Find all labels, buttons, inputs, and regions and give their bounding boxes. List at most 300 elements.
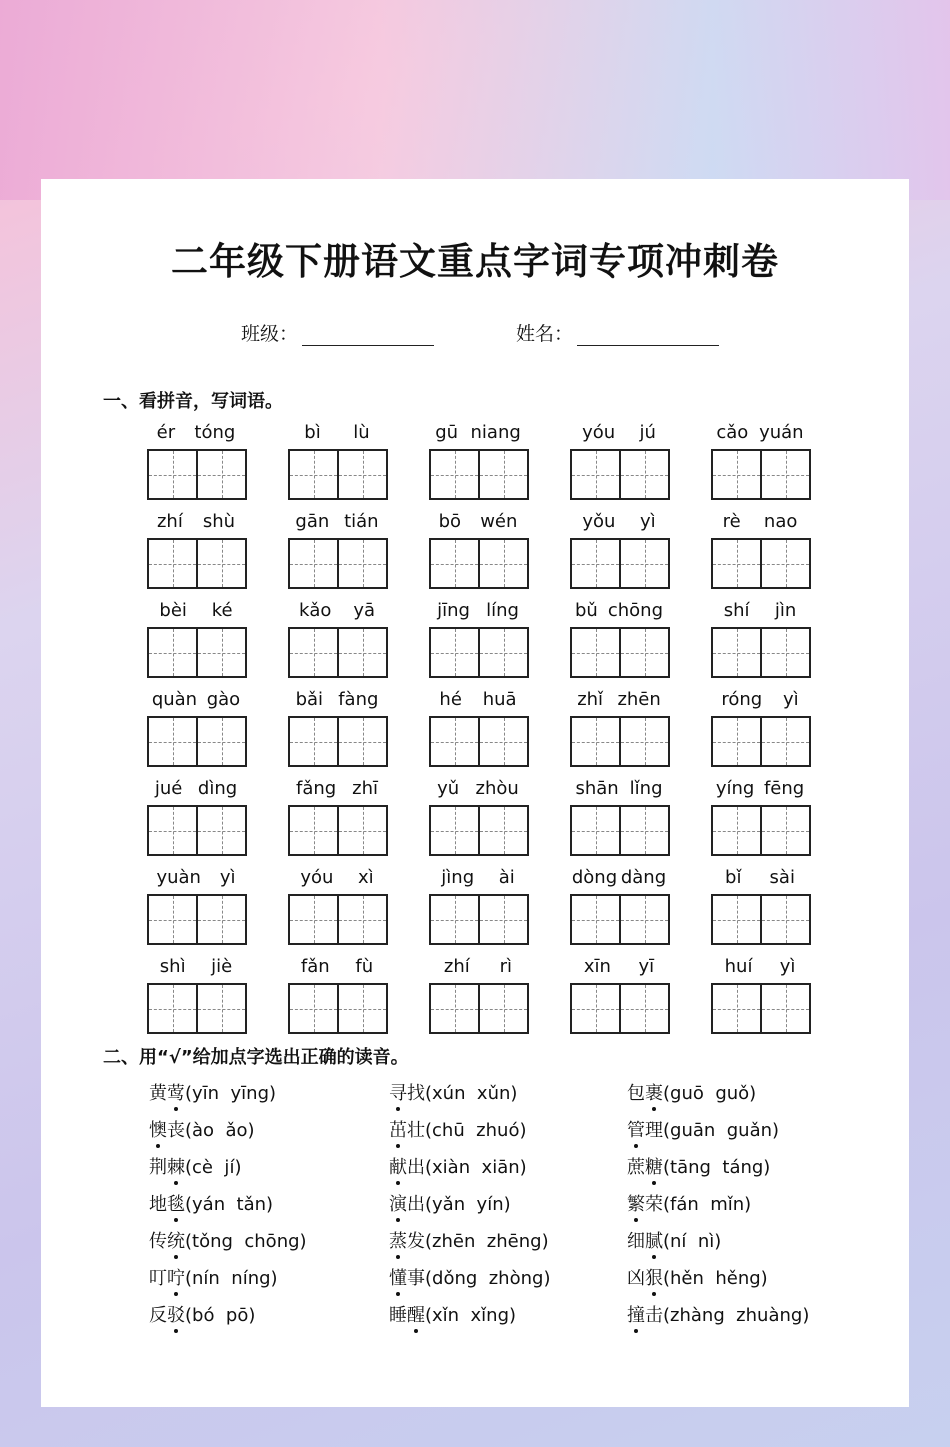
pinyin-syllable: yī (638, 956, 655, 977)
pinyin-syllable: shí (723, 600, 750, 621)
writing-boxes (288, 627, 388, 678)
pinyin-options: (ní nì) (663, 1231, 722, 1252)
pinyin (570, 956, 668, 980)
pinyin-syllable: cǎo (716, 422, 749, 443)
word-char: 找 (407, 1083, 425, 1104)
pinyin-syllable: bǐ (725, 867, 742, 888)
pinyin-syllable: fù (355, 956, 374, 977)
pinyin (570, 511, 668, 535)
pinyin-syllable: xì (358, 867, 374, 888)
word-char: 统 (167, 1227, 185, 1253)
word-char: 蔗 (627, 1157, 645, 1178)
reading-choice-item[interactable] (627, 1079, 756, 1105)
pinyin-options: (tāng táng) (663, 1157, 771, 1178)
page-title: 二年级下册语文重点字词专项冲刺卷 (171, 240, 779, 283)
tian-zi-box[interactable] (337, 807, 386, 854)
pinyin-options: (ào ǎo) (185, 1120, 255, 1141)
writing-boxes (429, 627, 529, 678)
tian-zi-box[interactable] (431, 985, 478, 1032)
word-char: 寻 (389, 1079, 407, 1105)
pinyin-syllable: yuán (759, 422, 804, 443)
pinyin-syllable: bǎi (295, 689, 324, 710)
pinyin-syllable: shù (202, 511, 236, 532)
word-char: 蒸 (389, 1227, 407, 1253)
writing-boxes (570, 716, 670, 767)
pinyin-syllable: lǐng (629, 778, 663, 799)
word-char: 莺 (167, 1079, 185, 1105)
pinyin (147, 689, 245, 713)
pinyin-options: (xiàn xiān) (425, 1157, 527, 1178)
writing-boxes (429, 894, 529, 945)
writing-boxes (711, 449, 811, 500)
pinyin-syllable: ér (156, 422, 176, 443)
word-char: 茁 (389, 1116, 407, 1142)
tian-zi-box[interactable] (619, 629, 668, 676)
tian-zi-box[interactable] (478, 718, 527, 765)
tian-zi-box[interactable] (713, 540, 760, 587)
tian-zi-box[interactable] (572, 718, 619, 765)
writing-boxes (288, 894, 388, 945)
pinyin-syllable: chōng (607, 600, 663, 621)
tian-zi-box[interactable] (478, 451, 527, 498)
word-char: 反 (149, 1305, 167, 1326)
pinyin-syllable: jú (639, 422, 656, 443)
writing-boxes (288, 538, 388, 589)
tian-zi-box[interactable] (431, 718, 478, 765)
pinyin-syllable: fàng (338, 689, 379, 710)
pinyin-syllable: dàng (620, 867, 667, 888)
writing-boxes (147, 538, 247, 589)
word-char: 繁 (627, 1190, 645, 1216)
reading-choice-item[interactable] (149, 1227, 307, 1253)
name-field (516, 319, 719, 346)
writing-boxes (570, 449, 670, 500)
reading-choice-item[interactable] (389, 1153, 527, 1179)
reading-choice-item[interactable] (149, 1153, 241, 1179)
pinyin-syllable: shān (575, 778, 619, 799)
reading-choice-item[interactable] (627, 1227, 721, 1253)
word-char: 地 (149, 1194, 167, 1215)
tian-zi-box[interactable] (290, 540, 337, 587)
word-char: 凶 (627, 1268, 645, 1289)
tian-zi-box[interactable] (149, 718, 196, 765)
pinyin (288, 689, 386, 713)
tian-zi-box[interactable] (196, 629, 245, 676)
tian-zi-box[interactable] (431, 629, 478, 676)
reading-choice-item[interactable] (627, 1264, 768, 1290)
writing-boxes (711, 983, 811, 1034)
pinyin (429, 689, 527, 713)
tian-zi-box[interactable] (431, 896, 478, 943)
reading-choice-item[interactable] (627, 1190, 751, 1216)
writing-boxes (570, 538, 670, 589)
pinyin-options: (yán tǎn) (185, 1194, 274, 1215)
writing-boxes (147, 449, 247, 500)
pinyin-syllable: yíng (715, 778, 755, 799)
pinyin-syllable: shì (159, 956, 186, 977)
word-char: 糖 (645, 1153, 663, 1179)
pinyin-syllable: lù (353, 422, 370, 443)
tian-zi-box[interactable] (619, 451, 668, 498)
writing-boxes (570, 983, 670, 1034)
pinyin-syllable: yuàn (156, 867, 201, 888)
pinyin (288, 778, 386, 802)
writing-boxes (429, 983, 529, 1034)
writing-boxes (429, 805, 529, 856)
pinyin-syllable: dìng (197, 778, 238, 799)
tian-zi-box[interactable] (760, 896, 809, 943)
tian-zi-box[interactable] (431, 807, 478, 854)
writing-boxes (570, 894, 670, 945)
word-char: 驳 (167, 1301, 185, 1327)
pinyin-options: (zhēn zhēng) (425, 1231, 549, 1252)
word-char: 荆 (149, 1157, 167, 1178)
pinyin-syllable: yì (782, 689, 799, 710)
pinyin (429, 511, 527, 535)
word-char: 狠 (645, 1264, 663, 1290)
tian-zi-box[interactable] (760, 629, 809, 676)
word-char: 理 (645, 1120, 663, 1141)
tian-zi-box[interactable] (337, 896, 386, 943)
pinyin-syllable: jīng (437, 600, 470, 621)
pinyin-syllable: zhòu (475, 778, 519, 799)
pinyin (429, 956, 527, 980)
pinyin-options: (fán mǐn) (663, 1194, 752, 1215)
pinyin-syllable: quàn (151, 689, 198, 710)
reading-choice-item[interactable] (627, 1153, 770, 1179)
writing-boxes (288, 805, 388, 856)
pinyin (288, 422, 386, 446)
pinyin (711, 600, 809, 624)
tian-zi-box[interactable] (760, 985, 809, 1032)
pinyin-syllable: gān (295, 511, 330, 532)
pinyin-options: (nín níng) (185, 1268, 278, 1289)
reading-choice-item[interactable] (389, 1079, 517, 1105)
pinyin-syllable: zhí (443, 956, 470, 977)
name-input-line[interactable] (577, 325, 719, 346)
writing-boxes (147, 805, 247, 856)
pinyin-syllable: sài (769, 867, 795, 888)
word-char: 包 (627, 1083, 645, 1104)
tian-zi-box[interactable] (572, 985, 619, 1032)
word-char: 丧 (167, 1120, 185, 1141)
pinyin (570, 778, 668, 802)
pinyin (288, 600, 386, 624)
writing-boxes (429, 716, 529, 767)
pinyin-syllable: yóu (582, 422, 616, 443)
pinyin (147, 422, 245, 446)
word-char: 击 (645, 1305, 663, 1326)
tian-zi-box[interactable] (619, 807, 668, 854)
pinyin-syllable: yì (219, 867, 236, 888)
writing-boxes (288, 716, 388, 767)
pinyin-options: (hěn hěng) (663, 1268, 768, 1289)
pinyin-syllable: bèi (159, 600, 187, 621)
pinyin-syllable: jìn (774, 600, 797, 621)
writing-boxes (711, 716, 811, 767)
word-char: 睡 (389, 1305, 407, 1326)
pinyin-syllable: fǎng (295, 778, 337, 799)
pinyin-syllable: nao (763, 511, 798, 532)
pinyin (147, 956, 245, 980)
pinyin-options: (xún xǔn) (425, 1083, 518, 1104)
pinyin-syllable: yì (640, 511, 656, 532)
tian-zi-box[interactable] (572, 451, 619, 498)
pinyin-syllable: bǔ (575, 600, 598, 621)
writing-boxes (147, 716, 247, 767)
pinyin-syllable: xīn (583, 956, 611, 977)
pinyin-syllable: kǎo (298, 600, 332, 621)
writing-boxes (429, 449, 529, 500)
word-char: 出 (407, 1157, 425, 1178)
writing-boxes (711, 627, 811, 678)
section1-heading: 一、看拼音，写词语。 (103, 391, 283, 412)
pinyin-options: (dǒng zhòng) (425, 1268, 551, 1289)
tian-zi-box[interactable] (196, 540, 245, 587)
tian-zi-box[interactable] (713, 629, 760, 676)
tian-zi-box[interactable] (760, 718, 809, 765)
word-char: 演 (389, 1190, 407, 1216)
tian-zi-box[interactable] (290, 985, 337, 1032)
word-char: 撞 (627, 1301, 645, 1327)
writing-boxes (711, 805, 811, 856)
tian-zi-box[interactable] (149, 540, 196, 587)
tian-zi-box[interactable] (149, 451, 196, 498)
pinyin (429, 422, 527, 446)
tian-zi-box[interactable] (337, 451, 386, 498)
tian-zi-box[interactable] (196, 718, 245, 765)
pinyin (429, 867, 527, 891)
tian-zi-box[interactable] (619, 540, 668, 587)
pinyin-syllable: gū (435, 422, 459, 443)
tian-zi-box[interactable] (713, 451, 760, 498)
pinyin-syllable: yì (779, 956, 796, 977)
pinyin (429, 600, 527, 624)
tian-zi-box[interactable] (619, 985, 668, 1032)
tian-zi-box[interactable] (196, 896, 245, 943)
word-char: 发 (407, 1231, 425, 1252)
tian-zi-box[interactable] (713, 807, 760, 854)
pinyin-options: (guān guǎn) (663, 1120, 780, 1141)
pinyin (288, 511, 386, 535)
pinyin-syllable: yǒu (582, 511, 616, 532)
pinyin (147, 867, 245, 891)
tian-zi-box[interactable] (760, 807, 809, 854)
pinyin (711, 956, 809, 980)
class-field (241, 319, 434, 346)
word-char: 黄 (149, 1083, 167, 1104)
tian-zi-box[interactable] (290, 896, 337, 943)
pinyin-syllable: niang (470, 422, 521, 443)
pinyin-syllable: jiè (211, 956, 233, 977)
pinyin-options: (cè jí) (185, 1157, 242, 1178)
pinyin-syllable: zhǐ (577, 689, 604, 710)
pinyin-options: (yīn yīng) (185, 1083, 277, 1104)
pinyin-syllable: bì (304, 422, 321, 443)
pinyin-syllable: rè (722, 511, 741, 532)
tian-zi-box[interactable] (478, 540, 527, 587)
reading-choice-item[interactable] (389, 1190, 511, 1216)
pinyin (711, 867, 809, 891)
word-char: 懂 (389, 1264, 407, 1290)
word-char: 传 (149, 1231, 167, 1252)
tian-zi-box[interactable] (149, 629, 196, 676)
word-char: 荣 (645, 1194, 663, 1215)
pinyin-syllable: fǎn (300, 956, 330, 977)
tian-zi-box[interactable] (572, 896, 619, 943)
pinyin-syllable: líng (486, 600, 519, 621)
pinyin-syllable: tóng (194, 422, 236, 443)
pinyin (288, 956, 386, 980)
pinyin (711, 511, 809, 535)
tian-zi-box[interactable] (478, 896, 527, 943)
pinyin-syllable: róng (721, 689, 763, 710)
reading-choice-item[interactable] (149, 1079, 276, 1105)
tian-zi-box[interactable] (713, 985, 760, 1032)
writing-boxes (570, 627, 670, 678)
pinyin-syllable: bō (438, 511, 462, 532)
tian-zi-box[interactable] (290, 451, 337, 498)
pinyin-syllable: tián (344, 511, 379, 532)
pinyin (147, 778, 245, 802)
reading-choice-item[interactable] (149, 1116, 255, 1142)
background-top-glow (0, 0, 950, 200)
tian-zi-box[interactable] (196, 807, 245, 854)
tian-zi-box[interactable] (478, 807, 527, 854)
tian-zi-box[interactable] (290, 629, 337, 676)
tian-zi-box[interactable] (149, 985, 196, 1032)
word-char: 裹 (645, 1079, 663, 1105)
writing-boxes (147, 894, 247, 945)
pinyin-syllable: zhí (156, 511, 183, 532)
pinyin-syllable: jué (154, 778, 183, 799)
word-char: 出 (407, 1194, 425, 1215)
tian-zi-box[interactable] (337, 540, 386, 587)
word-char: 管 (627, 1116, 645, 1142)
pinyin-syllable: yóu (300, 867, 334, 888)
tian-zi-box[interactable] (713, 718, 760, 765)
tian-zi-box[interactable] (149, 807, 196, 854)
pinyin-syllable: jìng (441, 867, 475, 888)
pinyin (147, 511, 245, 535)
pinyin-syllable: zhēn (617, 689, 661, 710)
pinyin-options: (chū zhuó) (425, 1120, 527, 1141)
pinyin-syllable: ài (498, 867, 515, 888)
writing-boxes (429, 538, 529, 589)
writing-boxes (570, 805, 670, 856)
pinyin-syllable: ké (211, 600, 233, 621)
pinyin-options: (yǎn yín) (425, 1194, 511, 1215)
reading-choice-item[interactable] (149, 1301, 255, 1327)
reading-choice-item[interactable] (149, 1264, 278, 1290)
pinyin (288, 867, 386, 891)
pinyin (711, 689, 809, 713)
pinyin-syllable: huā (482, 689, 517, 710)
worksheet-paper (41, 179, 909, 1407)
tian-zi-box[interactable] (337, 985, 386, 1032)
word-char: 细 (627, 1231, 645, 1252)
pinyin-options: (zhàng zhuàng) (663, 1305, 810, 1326)
tian-zi-box[interactable] (572, 540, 619, 587)
tian-zi-box[interactable] (149, 896, 196, 943)
word-char: 事 (407, 1268, 425, 1289)
reading-choice-item[interactable] (627, 1301, 809, 1327)
pinyin (570, 867, 668, 891)
tian-zi-box[interactable] (572, 807, 619, 854)
tian-zi-box[interactable] (619, 718, 668, 765)
pinyin (570, 689, 668, 713)
tian-zi-box[interactable] (478, 629, 527, 676)
word-char: 献 (389, 1153, 407, 1179)
tian-zi-box[interactable] (431, 451, 478, 498)
pinyin (429, 778, 527, 802)
tian-zi-box[interactable] (196, 985, 245, 1032)
tian-zi-box[interactable] (713, 896, 760, 943)
tian-zi-box[interactable] (290, 807, 337, 854)
reading-choice-item[interactable] (149, 1190, 273, 1216)
writing-boxes (711, 538, 811, 589)
reading-choice-item[interactable] (389, 1227, 549, 1253)
word-char: 棘 (167, 1153, 185, 1179)
pinyin (147, 600, 245, 624)
tian-zi-box[interactable] (478, 985, 527, 1032)
class-input-line[interactable] (302, 325, 434, 346)
writing-boxes (288, 449, 388, 500)
writing-boxes (147, 983, 247, 1034)
pinyin-options: (tǒng chōng) (185, 1231, 307, 1252)
pinyin-options: (xǐn xǐng) (425, 1305, 517, 1326)
pinyin-syllable: zhī (352, 778, 379, 799)
tian-zi-box[interactable] (431, 540, 478, 587)
word-char: 醒 (407, 1301, 425, 1327)
writing-boxes (711, 894, 811, 945)
reading-choice-item[interactable] (389, 1264, 550, 1290)
word-char: 壮 (407, 1120, 425, 1141)
tian-zi-box[interactable] (337, 629, 386, 676)
reading-choice-item[interactable] (389, 1301, 516, 1327)
reading-choice-item[interactable] (389, 1116, 526, 1142)
tian-zi-box[interactable] (760, 451, 809, 498)
word-char: 咛 (167, 1264, 185, 1290)
tian-zi-box[interactable] (290, 718, 337, 765)
tian-zi-box[interactable] (572, 629, 619, 676)
tian-zi-box[interactable] (196, 451, 245, 498)
class-label: 班级： (241, 323, 299, 345)
pinyin (570, 422, 668, 446)
pinyin (711, 778, 809, 802)
pinyin-syllable: hé (439, 689, 462, 710)
pinyin-syllable: gào (206, 689, 241, 710)
reading-choice-item[interactable] (627, 1116, 779, 1142)
pinyin-syllable: dòng (571, 867, 618, 888)
section2-heading: 二、用“√”给加点字选出正确的读音。 (103, 1047, 409, 1068)
pinyin-syllable: yǔ (437, 778, 460, 799)
pinyin-options: (guō guǒ) (663, 1083, 757, 1104)
tian-zi-box[interactable] (760, 540, 809, 587)
pinyin (711, 422, 809, 446)
name-label: 姓名： (516, 323, 574, 345)
pinyin-syllable: rì (499, 956, 513, 977)
word-char: 懊 (149, 1116, 167, 1142)
pinyin-syllable: yā (353, 600, 376, 621)
pinyin-syllable: wén (480, 511, 518, 532)
tian-zi-box[interactable] (337, 718, 386, 765)
pinyin-syllable: huí (724, 956, 753, 977)
tian-zi-box[interactable] (619, 896, 668, 943)
word-char: 叮 (149, 1268, 167, 1289)
pinyin (570, 600, 668, 624)
pinyin-syllable: fēng (763, 778, 805, 799)
